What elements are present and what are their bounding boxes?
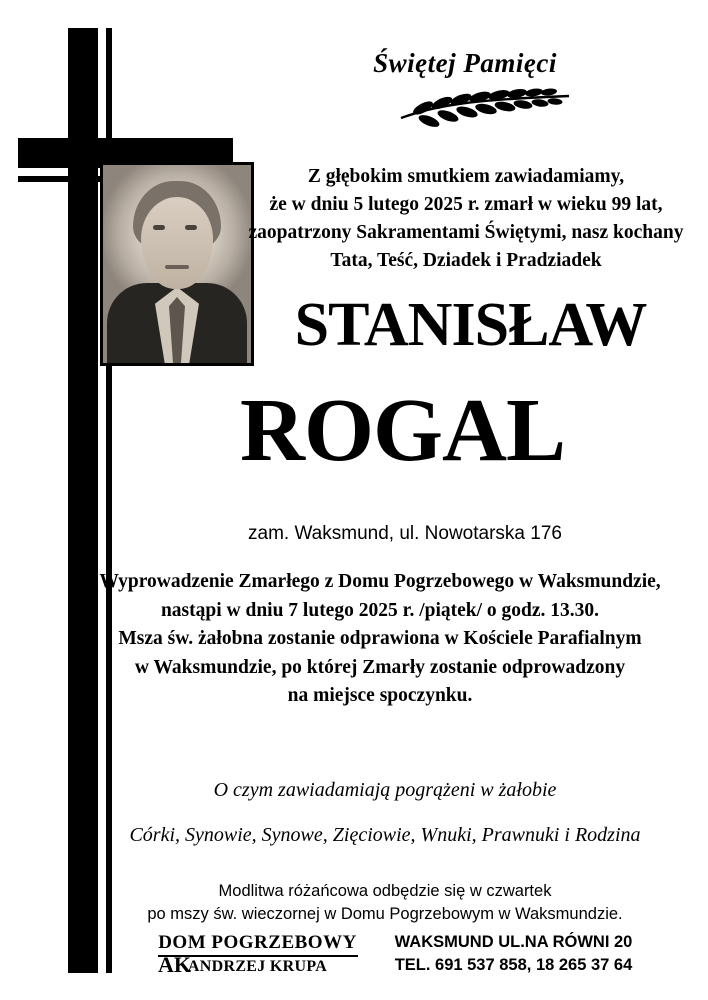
- laurel-branch-icon: [395, 84, 575, 128]
- announcement-text: [246, 163, 686, 275]
- funeral-home-logo: [150, 930, 365, 976]
- ceremony-line: Wyprowadzenie Zmarłego z Domu Pogrzebowego w Waksmundzie,: [99, 571, 661, 592]
- ceremony-line: w Waksmundzie, po której Zmarły zostanie odprowadzony: [134, 656, 626, 678]
- rosary-line: Modlitwa różańcowa odbędzie się w czwartek: [218, 882, 552, 900]
- mourners-intro: O czym zawiadamiają pogrążeni w żałobie: [213, 779, 557, 801]
- photo-image: [103, 165, 251, 363]
- announcement-line: Z głębokim smutkiem zawiadamiamy,: [307, 166, 625, 187]
- deceased-first-name: STANISŁAW: [294, 291, 647, 359]
- memorial-phrase: Świętej Pamięci: [373, 48, 557, 78]
- announcement-line: że w dniu 5 lutego 2025 r. zmarł w wieku 99 lat,: [269, 194, 663, 215]
- ceremony-line: Msza św. żałobna zostanie odprawiona w Kościele Parafialnym: [118, 628, 642, 649]
- funeral-home-name: DOM POGRZEBOWY: [158, 932, 357, 953]
- ceremony-details: [70, 568, 690, 711]
- photo-eye-right: [185, 225, 197, 230]
- photo-mouth: [165, 265, 189, 269]
- funeral-home-address: WAKSMUND UL.NA RÓWNI 20: [394, 933, 633, 951]
- rosary-line: po mszy św. wieczornej w Domu Pogrzebowym w Waksmundzie.: [147, 905, 623, 923]
- rosary-info: [100, 880, 670, 926]
- photo-eye-left: [153, 225, 165, 230]
- photo-face: [141, 197, 213, 289]
- deceased-last-name: ROGAL: [239, 381, 566, 480]
- ceremony-line: nastąpi w dniu 7 lutego 2025 r. /piątek/ o godz. 13.30.: [160, 599, 600, 621]
- deceased-photo: [100, 162, 254, 366]
- mourners-family: Córki, Synowie, Synowe, Zięciowie, Wnuki, Prawnuki i Rodzina: [129, 824, 641, 846]
- deceased-address: zam. Waksmund, ul. Nowotarska 176: [248, 523, 562, 544]
- ceremony-line: na miejsce spoczynku.: [287, 685, 473, 706]
- funeral-home-contact: [365, 930, 650, 977]
- announcement-line: zaopatrzony Sakramentami Świętymi, nasz kochany: [248, 222, 684, 243]
- funeral-home-phones: TEL. 691 537 858, 18 265 37 64: [394, 956, 633, 974]
- funeral-home-monogram: AK: [158, 952, 191, 977]
- announcement-line: Tata, Teść, Dziadek i Pradziadek: [330, 250, 602, 271]
- funeral-home-owner: ANDRZEJ KRUPA: [187, 958, 328, 975]
- footer: [150, 930, 650, 990]
